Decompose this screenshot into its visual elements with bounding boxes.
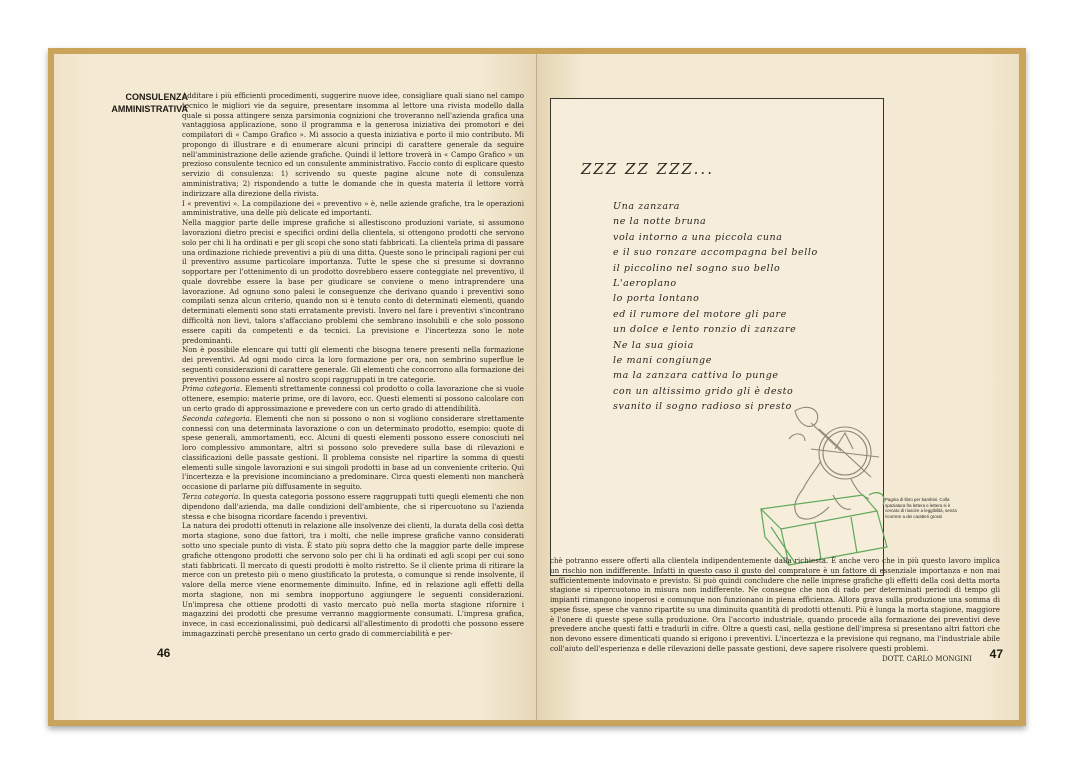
article-continuation (550, 556, 1000, 664)
poem-line: un dolce e lento ronzio di zanzare (613, 324, 797, 336)
poem-line: e il suo ronzare accompagna bel bello (613, 247, 818, 259)
magazine-spread (48, 48, 1026, 726)
poem-line: le mani congiunge (613, 355, 712, 367)
poem-line: lo porta lontano (613, 293, 700, 305)
poem-line: ne la notte bruna (613, 216, 707, 228)
poem-line: L'aeroplano (613, 278, 677, 290)
paragraph: Nella maggior parte delle imprese grafiche si allestiscono produzioni variate, si assumono lavorazioni dietro precisi e specifici ordini della clientela, si ottengono prodotti che servono solo per chi li ha ordinati e per gli scopi che sono stati fabbricati. La clientela prima di passare una ordinazione richiede preventivi a più di una ditta. Queste sono le principali ragioni per cui il preventivo assume particolare importanza. Tutte le spese che si presume si dovranno sopportare per l'ottenimento di un prodotto dovrebbero essere conteggiate nel preventivo, il quale dovrebbe essere la base per giudicare se conviene o meno intraprendere una lavorazione. Ad ognuno sono palesi le conseguenze che derivano quando i preventivi sono compilati senza alcun criterio, quando non si è tenuto conto di determinati elementi, quando determinati elementi sono stati erratamente previsti. Invero nel fare i preventivi s'incontrano difficoltà non lievi, talora s'affacciano problemi che sembrano insolubili e che solo possono essere capiti da competenti e da tecnici. La previsione e l'incertezza sono le note predominanti. (182, 218, 524, 345)
page-number: 46 (157, 646, 171, 660)
section-heading: CONSULENZA AMMINISTRATIVA (111, 92, 188, 114)
paragraph: La natura dei prodotti ottenuti in relazione alle insolvenze dei clienti, la durata della così detta morta stagione, sono due fattori, tra i molti, che nelle imprese grafiche vanno considerati sotto uno speciale punto di vista. È stato più sopra detto che la maggior parte delle imprese grafiche ottengono prodotti che servono solo per chi li ha ordinati ed agli scopi per cui sono stati fabbricati. Il mercato di questi prodotti è molto ristretto. Se il cliente prima di ritirare la merce con un pretesto più o meno giustificato la protesta, o comunque si rende insolvente, il valore della merce viene enormemente diminuito. Infine, ed in relazione agli effetti della morta stagione, non mi sembra inopportuno aggiungere le seguenti considerazioni. Un'impresa che ottiene prodotti di vasto mercato può nella morta stagione rifornire i magazzini dei prodotti che presume verranno maggiormente consumati. L'impresa grafica, invece, in casi eccezionalissimi, può dedicarsi all'allestimento di prodotti che possono essere immagazzinati perchè presentano un certo grado di commerciabilità e per- (182, 521, 524, 638)
poem-line: con un altissimo grido gli è desto (613, 385, 794, 397)
poem-line: ma la zanzara cattiva lo punge (613, 370, 779, 382)
paragraph: Non è possibile elencare qui tutti gli elementi che bisogna tenere presenti nella formazione dei preventivi. Ad ogni modo circa la loro formazione per ora, non sembrino superflue le seguenti considerazioni di carattere generale. Gli elementi che concorrono alla formazione dei preventivi possono essere al nostro scopi raggruppati in tre categorie. (182, 345, 524, 384)
poem-line: ed il rumore del motore gli pare (613, 308, 787, 320)
poem-line: Una zanzara (613, 201, 681, 212)
category-paragraph: Prima categoria. Elementi strettamente connessi col prodotto o colla lavorazione che si vuole ottenere, esempio: materie prime, ore di lavoro, ecc. Questi elementi si possono calcolare con un certo grado di approssimazione e prevedere con un certo grado di attendibilità. (182, 384, 524, 413)
category-paragraph: Terza categoria. In questa categoria possono essere raggruppati tutti quegli elementi che non dipendono dall'azienda, ma dalle condizioni dell'ambiente, che si ripercuotono su l'azienda stessa e che bisogna ricordare facendo i preventivi. (182, 492, 524, 521)
article-body (182, 91, 524, 639)
left-page (54, 54, 537, 720)
poem-line: il piccolino nel sogno suo bello (613, 262, 781, 274)
paragraph: I « preventivi ». La compilazione dei « preventivo » è, nelle aziende grafiche, tra le operazioni amministrative, una delle più delicate ed importanti. (182, 198, 524, 218)
category-paragraph: Seconda categoria. Elementi che non si possono o non si vogliono considerare strettamente connessi con una determinata lavorazione o con un determinato prodotto, esempio: quote di spese generali, ammortamenti, ecc. Alcuni di questi elementi possono essere conosciuti nel loro complessivo ammontare, altri si possono solo prevedere sulla base di rilevazioni e classificazioni delle passate gestioni. Il problema consiste nel ripartire la somma di questi elementi sulle singole lavorazioni e sui singoli prodotti in base ad un conveniente criterio. Qui l'incertezza e la previsione incominciano a predominare. Circa questi elementi non mancherà occasione di parlarne più diffusamente in seguito. (182, 413, 524, 492)
page-number: 47 (989, 647, 1003, 661)
poem-line: Ne la sua gioia (613, 339, 694, 351)
paragraph: chè potranno essere offerti alla clientela indipendentemente dalla richiesta. È anche vero che in più questo lavoro implica un rischio non indifferente. Infatti in questo caso il gusto del compratore è un fattore di essenziale importanza e non mai sufficientemente indovinato e previsto. Si può quindi concludere che nelle imprese grafiche gli effetti della così detta morta stagione si ripercuotono in misura non indifferente. Ne consegue che non di rado per determinati periodi di tempo gli impianti rimangono inoperosi e comunque non funzionano in piena efficienza. Allora grava sulla produzione una somma di spese fisse, spese che vanno ripartite su una diminuita quantità di prodotti ottenuti. Più è lunga la morta stagione, maggiore è l'onere di queste spese sulla produzione. Ora l'accorto industriale, quando procede alla formazione dei preventivi deve prevedere anche questi fatti e tradurli in cifre. Oltre a questi casi, nella gestione dell'impresa si presentano altri fattori che non devono essere dimenticati quando si erigono i preventivi. L'incertezza e la previsione qui regnano, ma l'industriale abile coll'aiuto dell'esperienza e delle rilevazioni delle passate gestioni, deve sapere risolvere questi problemi. (550, 556, 1000, 654)
right-page (537, 54, 1019, 720)
poem-line: svanito il sogno radioso si presto (613, 401, 792, 413)
author-signature: DOTT. CARLO MONGINI (881, 653, 972, 663)
cradle-mosquito-illustration (751, 399, 891, 569)
poem-frame (550, 98, 884, 576)
paragraph: Additare i più efficienti procedimenti, suggerire nuove idee, consigliare quali siano nel campo tecnico le migliori vie da seguire, presentare insomma al lettore una rivista modello dalla quale si possa attingere senza parsimonia cognizioni che troveranno nell'azienda grafica una vantaggiosa applicazione, sono il programma e la generosa iniziativa dei promotori e dei compilatori di « Campo Grafico ». Mi associo a questa iniziativa e porto il mio contributo. Mi propongo di illustrare e di enumerare alcuni principi di carattere generale da seguire nell'amministrazione delle aziende grafiche. Quindi il lettore troverà in « Campo Grafico » un prezioso consulente tecnico ed un consulente amministrativo. Faccio conto di esplicare questo servizio di consulenza: 1) scrivendo su queste pagine alcune note di consulenza amministrativa; 2) rispondendo a tutte le domande che in questa materia il lettore vorrà indirizzare alla direzione della rivista. (182, 91, 524, 198)
poem-title: ZZZ ZZ ZZZ... (581, 160, 714, 178)
illustration-caption: Pagina di libro per bambini. Colla spaziatura fra lettera e lettera si è cercato di riuscire a leggibilità, senza ricorrere a dei caratteri grossi (885, 497, 957, 519)
poem-line: vola intorno a una piccola cuna (613, 231, 783, 243)
poem-lines (613, 199, 818, 415)
